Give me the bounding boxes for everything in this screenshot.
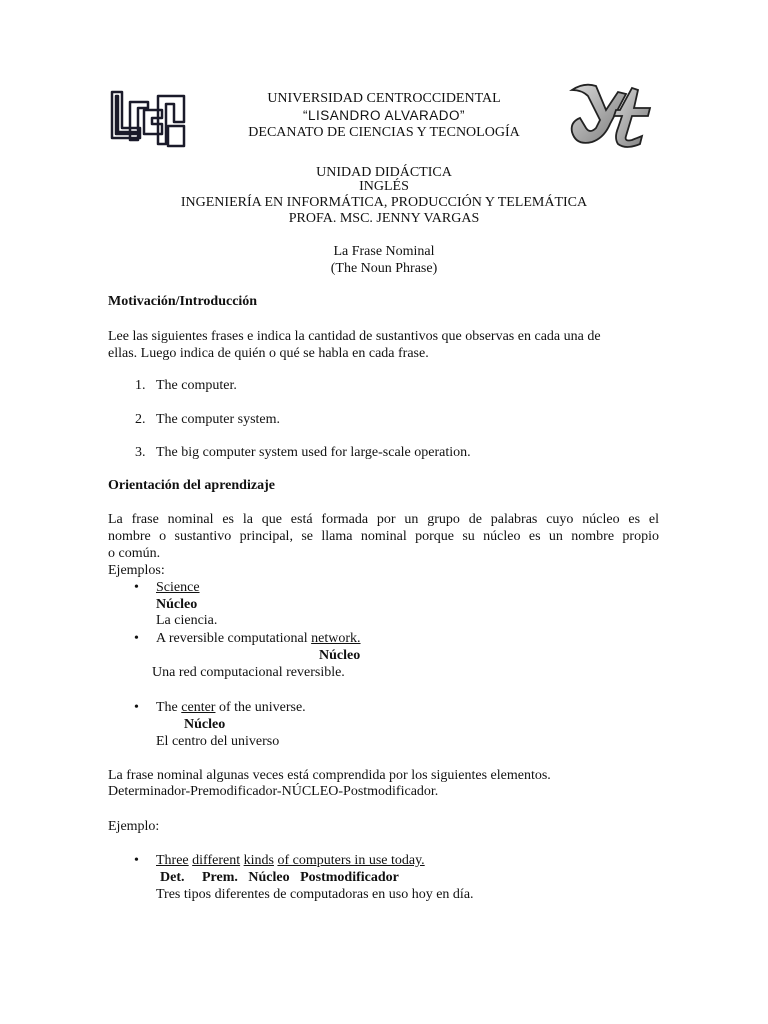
list-number: 2. <box>135 412 146 427</box>
elements-example-translation: Tres tipos diferentes de computadoras en uso hoy en día. <box>156 887 474 902</box>
example-1-translation: La ciencia. <box>156 613 218 628</box>
document-title: La Frase Nominal <box>333 244 435 259</box>
list-number: 1. <box>135 378 146 393</box>
example-2-pre: A reversible computational <box>156 631 312 646</box>
motivation-heading: Motivación/Introducción <box>108 294 258 309</box>
orientation-para-line-3: o común. <box>108 546 161 561</box>
example-3-translation: El centro del universo <box>156 734 280 749</box>
example-det: Three <box>156 853 189 868</box>
example-labels-row: Det. Prem. Núcleo Postmodificador <box>160 870 399 885</box>
example-3-label: Núcleo <box>184 717 226 732</box>
example-nucleo: kinds <box>243 853 274 868</box>
unit-label: UNIDAD DIDÁCTICA <box>316 165 452 180</box>
university-name: UNIVERSIDAD CENTROCCIDENTAL <box>267 91 501 106</box>
orientation-para-line-1: La frase nominal es la que está formada por un grupo de palabras cuyo núcleo es el <box>108 512 659 527</box>
bullet-icon: • <box>134 631 139 646</box>
example-2-word: network. <box>311 631 361 646</box>
bullet-icon: • <box>134 700 139 715</box>
list-item <box>135 411 281 428</box>
example-prem: different <box>192 853 241 868</box>
programs-label: INGENIERÍA EN INFORMÁTICA, PRODUCCIÓN Y TELEMÁTICA <box>180 195 588 210</box>
example-3-pre: The <box>156 700 182 715</box>
example-1-label: Núcleo <box>156 597 198 612</box>
list-text: The big computer system used for large-scale operation. <box>156 445 471 460</box>
university-logo-right <box>566 80 658 150</box>
motivation-intro-line-1: Lee las siguientes frases e indica la cantidad de sustantivos que observas en cada una de <box>108 329 601 344</box>
subject-label: INGLÉS <box>359 179 409 194</box>
example-2-sentence <box>156 630 361 647</box>
list-item <box>135 377 237 394</box>
example-2-label: Núcleo <box>319 648 361 663</box>
list-number: 3. <box>135 445 146 460</box>
list-text: The computer. <box>156 378 237 393</box>
elements-line-1: La frase nominal algunas veces está comprendida por los siguientes elementos. <box>108 768 551 783</box>
elements-line-2: Determinador-Premodificador-NÚCLEO-Postmodificador. <box>108 784 439 799</box>
example-3-post: of the universe. <box>215 700 306 715</box>
example-label: Ejemplo: <box>108 819 160 834</box>
list-text: The computer system. <box>156 412 281 427</box>
elements-example-sentence <box>156 852 425 869</box>
list-item <box>135 444 471 461</box>
orientation-para-line-2: nombre o sustantivo principal, se llama nominal porque su núcleo es un nombre propio <box>108 529 659 544</box>
example-3-word: center <box>181 700 216 715</box>
university-namesake: “LISANDRO ALVARADO” <box>302 108 466 123</box>
example-post: of computers in use today. <box>277 853 425 868</box>
document-subtitle: (The Noun Phrase) <box>330 261 438 276</box>
examples-label: Ejemplos: <box>108 563 165 578</box>
motivation-intro-line-2: ellas. Luego indica de quién o qué se habla en cada frase. <box>108 346 429 361</box>
example-1-word: Science <box>156 580 200 595</box>
faculty-name: DECANATO DE CIENCIAS Y TECNOLOGÍA <box>248 125 520 140</box>
orientation-heading: Orientación del aprendizaje <box>108 478 275 493</box>
example-3-sentence <box>156 699 306 716</box>
teacher-label: PROFA. MSC. JENNY VARGAS <box>288 211 480 226</box>
bullet-icon: • <box>134 853 139 868</box>
bullet-icon: • <box>134 580 139 595</box>
example-2-translation: Una red computacional reversible. <box>152 665 345 680</box>
